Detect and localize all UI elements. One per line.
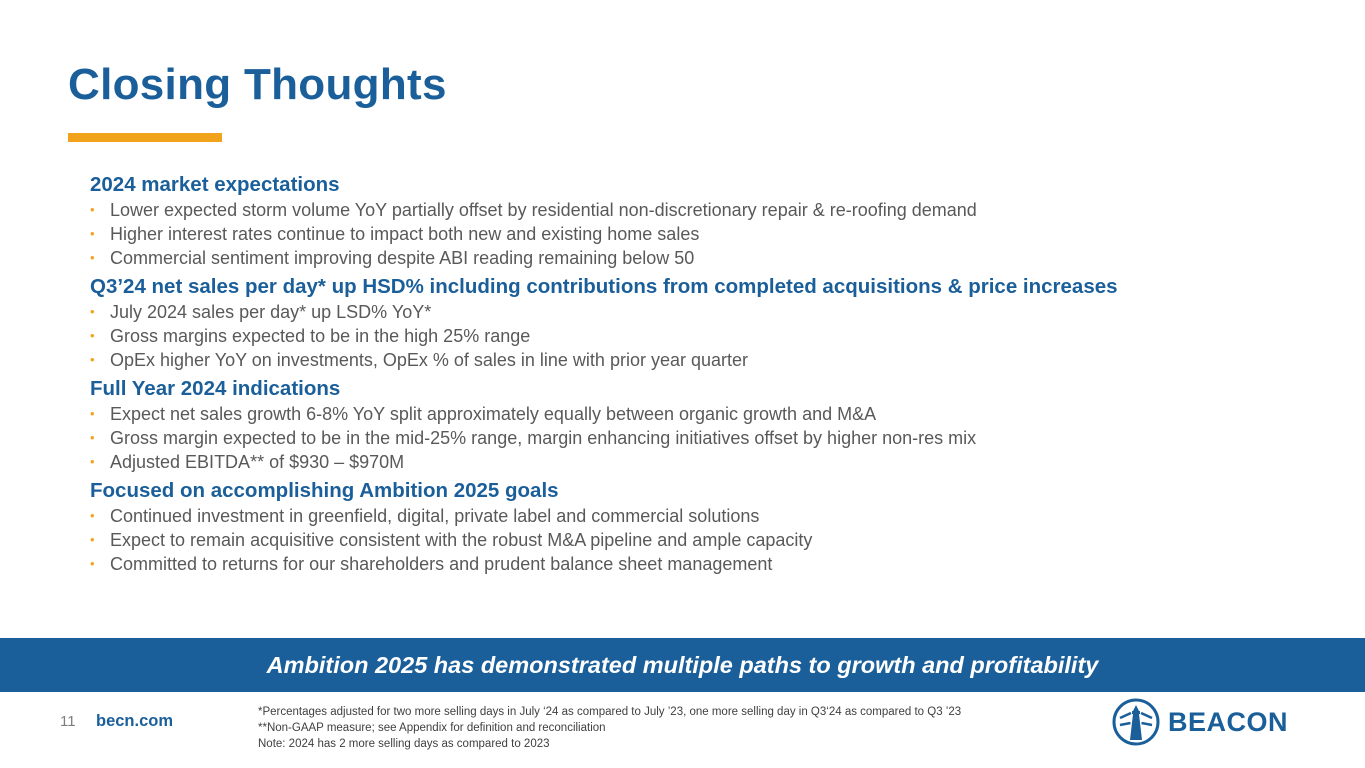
page-title: Closing Thoughts xyxy=(68,60,447,109)
bullet-icon: • xyxy=(90,406,95,421)
bullet-text: Continued investment in greenfield, digital, private label and commercial solutions xyxy=(110,506,760,526)
bullet-icon: • xyxy=(90,328,95,343)
bullet-item xyxy=(90,324,1340,348)
bullet-text: Committed to returns for our shareholders and prudent balance sheet management xyxy=(110,554,773,574)
bullet-text: Expect net sales growth 6-8% YoY split approximately equally between organic growth and M&A xyxy=(110,404,877,424)
bullet-text: Expect to remain acquisitive consistent with the robust M&A pipeline and ample capacity xyxy=(110,530,813,550)
bullet-item xyxy=(90,528,1340,552)
footnote: *Percentages adjusted for two more selling days in July ‘24 as compared to July ’23, one more selling day in Q3‘24 as compared to Q3 ’23 xyxy=(258,706,962,718)
beacon-logo xyxy=(1112,697,1288,747)
title-accent-bar xyxy=(68,133,222,142)
bullet-icon: • xyxy=(90,250,95,265)
bullet-text: Lower expected storm volume YoY partially offset by residential non-discretionary repair & re-roofing demand xyxy=(110,200,977,220)
bullet-item xyxy=(90,402,1340,426)
section-heading: 2024 market expectations xyxy=(90,173,340,196)
section-full-year-indications xyxy=(90,376,1340,474)
section-ambition-goals xyxy=(90,478,1340,576)
bullet-icon: • xyxy=(90,556,95,571)
bullet-icon: • xyxy=(90,304,95,319)
bullet-item xyxy=(90,222,1340,246)
page-number: 11 xyxy=(60,713,76,730)
content-area xyxy=(90,172,1340,576)
section-q3-net-sales xyxy=(90,274,1340,372)
bullet-text: Commercial sentiment improving despite ABI reading remaining below 50 xyxy=(110,248,695,268)
bullet-text: July 2024 sales per day* up LSD% YoY* xyxy=(110,302,432,322)
bullet-list xyxy=(90,198,1340,270)
bullet-icon: • xyxy=(90,532,95,547)
bullet-text: Gross margins expected to be in the high 25% range xyxy=(110,326,531,346)
banner-text: Ambition 2025 has demonstrated multiple paths to growth and profitability xyxy=(266,651,1099,678)
bullet-list xyxy=(90,402,1340,474)
bullet-icon: • xyxy=(90,508,95,523)
footnote: Note: 2024 has 2 more selling days as compared to 2023 xyxy=(258,738,550,750)
bullet-icon: • xyxy=(90,226,95,241)
section-heading: Q3’24 net sales per day* up HSD% including contributions from completed acquisitions & price increases xyxy=(90,275,1118,298)
bullet-icon: • xyxy=(90,430,95,445)
footnotes xyxy=(258,704,961,752)
footnote: **Non-GAAP measure; see Appendix for definition and reconciliation xyxy=(258,722,606,734)
bullet-text: Higher interest rates continue to impact both new and existing home sales xyxy=(110,224,700,244)
bullet-item xyxy=(90,504,1340,528)
bullet-text: Gross margin expected to be in the mid-25% range, margin enhancing initiatives offset by higher non-res mix xyxy=(110,428,977,448)
bullet-item xyxy=(90,246,1340,270)
bullet-item xyxy=(90,348,1340,372)
bullet-list xyxy=(90,504,1340,576)
bullet-text: Adjusted EBITDA** of $930 – $970M xyxy=(110,452,405,472)
bullet-icon: • xyxy=(90,202,95,217)
bullet-icon: • xyxy=(90,454,95,469)
bullet-item xyxy=(90,300,1340,324)
bullet-item xyxy=(90,198,1340,222)
logo-wordmark: BEACON xyxy=(1168,706,1289,737)
section-heading: Full Year 2024 indications xyxy=(90,377,341,400)
bullet-item xyxy=(90,426,1340,450)
summary-banner xyxy=(0,638,1365,692)
lighthouse-icon xyxy=(1112,698,1160,746)
bullet-icon: • xyxy=(90,352,95,367)
section-heading: Focused on accomplishing Ambition 2025 goals xyxy=(90,479,559,502)
bullet-list xyxy=(90,300,1340,372)
bullet-item xyxy=(90,450,1340,474)
website-link[interactable]: becn.com xyxy=(96,712,174,730)
bullet-item xyxy=(90,552,1340,576)
bullet-text: OpEx higher YoY on investments, OpEx % of sales in line with prior year quarter xyxy=(110,350,748,370)
section-market-expectations xyxy=(90,172,1340,270)
